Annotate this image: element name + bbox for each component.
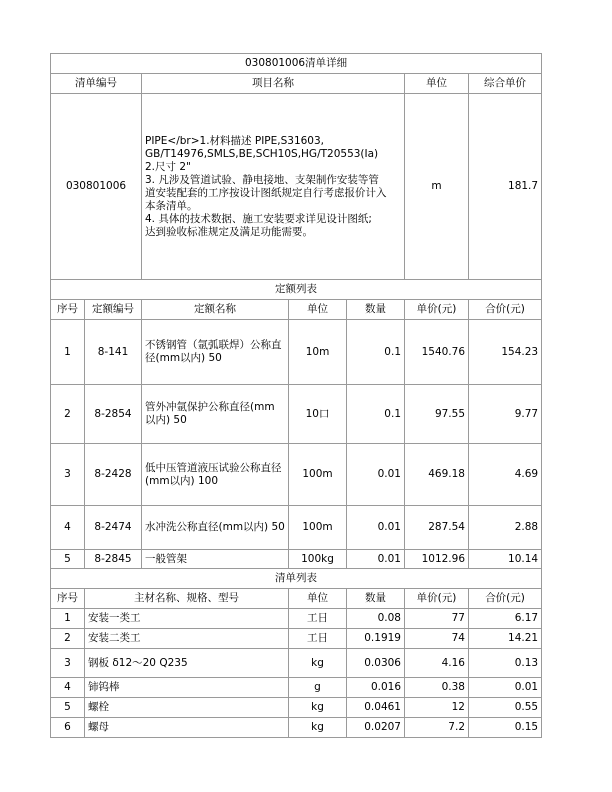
materials-col-no: 序号 (51, 589, 85, 609)
material-no: 5 (51, 698, 85, 718)
material-unit: g (289, 678, 347, 698)
material-price: 7.2 (405, 718, 469, 738)
material-qty: 0.1919 (347, 629, 405, 649)
material-total: 0.55 (469, 698, 542, 718)
material-no: 3 (51, 649, 85, 678)
quota-total: 10.14 (469, 550, 542, 569)
materials-col-name: 主材名称、规格、型号 (85, 589, 289, 609)
table-row (51, 698, 542, 718)
material-name: 螺母 (85, 718, 289, 738)
quota-code: 8-2845 (85, 550, 142, 569)
quota-total: 154.23 (469, 320, 542, 385)
material-name: 螺栓 (85, 698, 289, 718)
quota-col-total: 合价(元) (469, 300, 542, 320)
quota-col-name: 定额名称 (142, 300, 289, 320)
table-row (51, 678, 542, 698)
material-unit: 工日 (289, 609, 347, 629)
material-unit: kg (289, 649, 347, 678)
quota-name: 低中压管道液压试验公称直径(mm以内) 100 (142, 444, 289, 506)
quota-name: 水冲洗公称直径(mm以内) 50 (142, 506, 289, 550)
materials-col-price: 单价(元) (405, 589, 469, 609)
quota-no: 4 (51, 506, 85, 550)
material-qty: 0.016 (347, 678, 405, 698)
material-unit: kg (289, 718, 347, 738)
quota-total: 9.77 (469, 385, 542, 444)
item-code: 030801006 (51, 94, 142, 280)
quota-price: 469.18 (405, 444, 469, 506)
desc-line: 4. 具体的技术数据、施工安装要求详见设计图纸; (145, 212, 372, 225)
material-name: 安装一类工 (85, 609, 289, 629)
table-row (51, 550, 542, 569)
desc-line: 道安装配套的工序按设计图纸规定自行考虑报价计入 (145, 186, 387, 199)
desc-line: 2.尺寸 2" (145, 160, 191, 173)
quota-no: 1 (51, 320, 85, 385)
desc-line: 3. 凡涉及管道试验、静电接地、支架制作安装等管 (145, 173, 379, 186)
material-no: 1 (51, 609, 85, 629)
bill-detail-table (50, 53, 542, 738)
material-name: 铈钨棒 (85, 678, 289, 698)
material-total: 0.01 (469, 678, 542, 698)
header-code: 清单编号 (51, 74, 142, 94)
quota-total: 4.69 (469, 444, 542, 506)
material-name: 安装二类工 (85, 629, 289, 649)
quota-col-unit: 单位 (289, 300, 347, 320)
material-qty: 0.0306 (347, 649, 405, 678)
table-row (51, 444, 542, 506)
item-unit: m (405, 94, 469, 280)
quota-name: 不锈钢管（氩弧联焊）公称直径(mm以内) 50 (142, 320, 289, 385)
material-no: 2 (51, 629, 85, 649)
quota-code: 8-2854 (85, 385, 142, 444)
material-total: 14.21 (469, 629, 542, 649)
quota-no: 5 (51, 550, 85, 569)
materials-col-qty: 数量 (347, 589, 405, 609)
desc-line: 达到验收标准规定及满足功能需要。 (145, 225, 313, 238)
material-name: 钢板 δ12～20 Q235 (85, 649, 289, 678)
quota-price: 97.55 (405, 385, 469, 444)
quota-total: 2.88 (469, 506, 542, 550)
table-row (51, 629, 542, 649)
material-no: 6 (51, 718, 85, 738)
material-unit: 工日 (289, 629, 347, 649)
material-unit: kg (289, 698, 347, 718)
quota-unit: 100m (289, 444, 347, 506)
materials-col-total: 合价(元) (469, 589, 542, 609)
quota-qty: 0.1 (347, 385, 405, 444)
quota-col-no: 序号 (51, 300, 85, 320)
material-price: 0.38 (405, 678, 469, 698)
quota-section-title: 定额列表 (51, 280, 542, 300)
materials-section-title: 清单列表 (51, 569, 542, 589)
material-total: 0.13 (469, 649, 542, 678)
table-row (51, 718, 542, 738)
header-unit: 单位 (405, 74, 469, 94)
desc-line: PIPE</br>1.材料描述 PIPE,S31603, (145, 134, 325, 147)
quota-unit: 100m (289, 506, 347, 550)
quota-code: 8-2428 (85, 444, 142, 506)
quota-qty: 0.01 (347, 550, 405, 569)
header-name: 项目名称 (142, 74, 405, 94)
quota-unit: 10m (289, 320, 347, 385)
material-price: 77 (405, 609, 469, 629)
material-qty: 0.0461 (347, 698, 405, 718)
quota-price: 1540.76 (405, 320, 469, 385)
quota-no: 3 (51, 444, 85, 506)
quota-col-code: 定额编号 (85, 300, 142, 320)
quota-code: 8-141 (85, 320, 142, 385)
item-price: 181.7 (469, 94, 542, 280)
item-description (142, 94, 405, 280)
table-row (51, 320, 542, 385)
quota-name: 一般管架 (142, 550, 289, 569)
sheet-title: 030801006清单详细 (51, 54, 542, 74)
quota-qty: 0.01 (347, 444, 405, 506)
material-price: 74 (405, 629, 469, 649)
material-total: 0.15 (469, 718, 542, 738)
quota-no: 2 (51, 385, 85, 444)
quota-col-price: 单价(元) (405, 300, 469, 320)
quota-price: 287.54 (405, 506, 469, 550)
quota-unit: 10口 (289, 385, 347, 444)
quota-col-qty: 数量 (347, 300, 405, 320)
quota-code: 8-2474 (85, 506, 142, 550)
table-row (51, 506, 542, 550)
quota-qty: 0.1 (347, 320, 405, 385)
materials-col-unit: 单位 (289, 589, 347, 609)
material-qty: 0.08 (347, 609, 405, 629)
material-price: 4.16 (405, 649, 469, 678)
material-no: 4 (51, 678, 85, 698)
quota-price: 1012.96 (405, 550, 469, 569)
header-price: 综合单价 (469, 74, 542, 94)
desc-line: 本条清单。 (145, 199, 198, 212)
material-qty: 0.0207 (347, 718, 405, 738)
material-total: 6.17 (469, 609, 542, 629)
table-row (51, 385, 542, 444)
table-row (51, 649, 542, 678)
table-row (51, 609, 542, 629)
quota-qty: 0.01 (347, 506, 405, 550)
quota-unit: 100kg (289, 550, 347, 569)
desc-line: GB/T14976,SMLS,BE,SCH10S,HG/T20553(Ia) (145, 147, 379, 160)
quota-name: 管外冲氩保护公称直径(mm以内) 50 (142, 385, 289, 444)
material-price: 12 (405, 698, 469, 718)
